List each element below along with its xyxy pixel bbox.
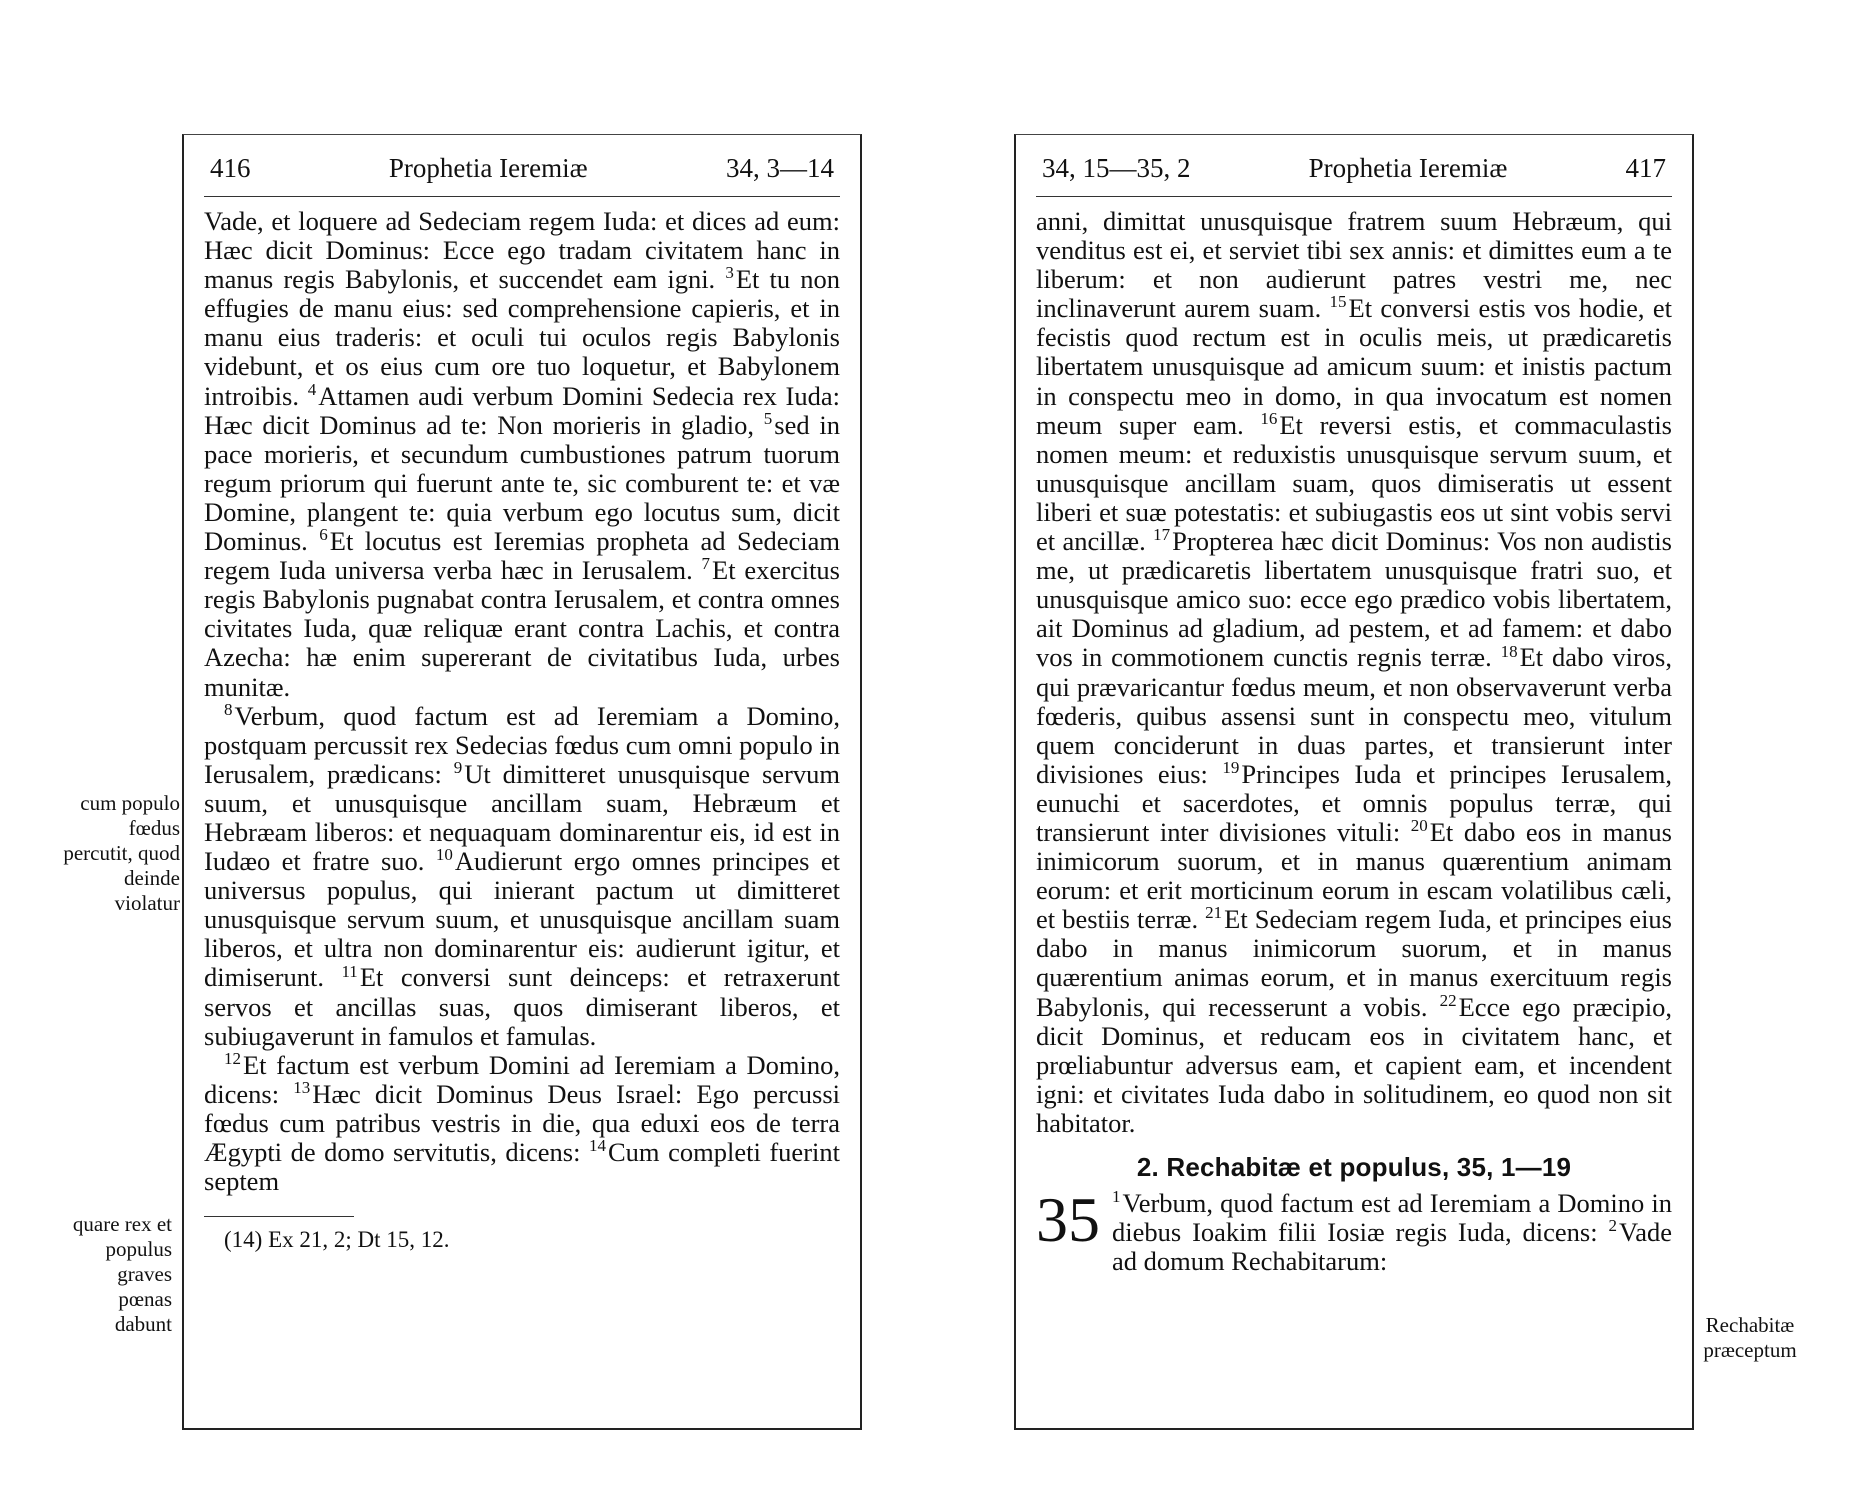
paragraph [204,1048,841,1197]
verse-text: Et conversi estis vos hodie, et fecistis quod rectum est in oculis meis, ut prædicaretis libertatem unusquisque ad amicum suum: et inistis pactum in conspectu meo in domo, in qua invocatum est nomen meum super eam. [1036,293,1673,440]
page-number-right: 417 [1625,153,1666,183]
verse-text: Et Sedeciam regem Iuda, et principes eius dabo in manus inimicorum suorum, et in manus quærentium animas eorum, et in manus exercituum regis Babylonis, qui recesserunt a vobis. [1036,904,1672,1022]
chapter-reference-left: 34, 3—14 [725,153,834,183]
verse-number: 21 [1205,903,1223,923]
verse-text: Propterea hæc dicit Dominus: Vos non audistis me, ut prædicaretis libertatem unusquisque fratri suo, et unusquisque amico suo: ecce ego prædico vobis libertatem, ait Dominus ad gladium, ad pestem, et ad famem: et dabo vos in commotionem cunctis regnis terræ. [1036,526,1672,673]
verse-number: 14 [589,1136,606,1156]
right-page [1014,134,1694,1430]
footnote: (14) Ex 21, 2; Dt 15, 12. [224,1227,450,1253]
chapter-35-text [1112,1188,1672,1276]
paragraph [1036,207,1672,1138]
verse-text: Et locutus est Ieremias propheta ad Sedeciam regem Iuda universa verba hæc in Ierusalem. [204,526,840,586]
verse-number: 13 [293,1077,311,1097]
running-head-left [204,153,840,197]
verse-number: 4 [307,379,317,399]
verse-text: Hæc dicit Dominus Deus Israel: Ego percussi fœdus cum patribus vestris in die, qua eduxi eos de terra Ægypti de domo servitutis, dicens: [204,1078,841,1167]
section-title: 2. Rechabitæ et populus, 35, 1—19 [1136,1152,1572,1182]
verse-text: Et exercitus regis Babylonis pugnabat contra Ierusalem, et contra omnes civitates Iuda, quæ reliquæ erant contra Lachis, et contra Azecha: hæ enim supererant de civitatibus Iuda, urbes munitæ. [204,555,840,702]
verse-text: Cum completi fuerint septem [204,1137,840,1197]
running-title-left: Prophetia Ieremiæ [388,153,588,183]
running-title-right: Prophetia Ieremiæ [1308,153,1508,183]
footnote-divider [204,1216,354,1217]
verse-number: 12 [224,1048,241,1068]
verse-number: 8 [224,699,233,719]
verse-text: anni, dimittat unusquisque fratrem suum Hebræum, qui venditus est ei, et serviet tibi sex annis: et dimittes eum a te liberum: et non audierunt patres vestri me, nec inclinaverunt aurem suam. [1036,206,1672,324]
verse-text: Et dabo viros, qui prævaricantur fœdus meum, et non observaverunt verba fœderis, quibus assensi sunt in conspectu meo, vitulum quem conciderunt in duas partes, et transierunt inter divisiones eius: [1036,642,1672,789]
verse-text: Et tu non effugies de manu eius: sed comprehensione capieris, et in manu eius traderis: et oculi tui oculos regis Babylonis videbunt, et os eius cum ore tuo loquetur, et Babylonem introibis. [204,264,840,411]
verse-text: Et reversi estis, et commaculastis nomen meum: et reduxistis unusquisque servum suum, et unusquisque ancillam suam, quos dimiseratis ut essent liberi et suæ potestatis: et subiugastis eos ut sint vobis servi et ancillæ. [1036,409,1672,557]
verse-text: Vade, et loquere ad Sedeciam regem Iuda: et dices ad eum: Hæc dicit Dominus: Ecce ego tradam civitatem hanc in manus regis Babylonis, et succendet eam igni. [204,206,840,295]
verse-number: 17 [1153,525,1171,545]
running-head-right [1036,153,1672,197]
paragraph [204,699,840,1051]
verse-number: 16 [1260,408,1278,428]
verse-text: sed in pace morieris, et secundum cumbustiones patrum tuorum regum priorum qui fuerunt ante te, sic comburent te: et væ Domine, plangent te: quia verbum ego locutus sum, dicit Dominus. [204,409,840,557]
verse-text: Et conversi sunt deinceps: et retraxerunt servos et ancillas suas, quos dimiserant liberos, et subiugaverunt in famulos et famulas. [204,962,840,1051]
verse-number: 1 [1112,1187,1121,1207]
verse-number: 9 [453,757,463,777]
verse-number: 2 [1608,1216,1618,1236]
chapter-number: 35 [1036,1184,1100,1255]
verse-text: Verbum, quod factum est ad Ieremiam a Domino, postquam percussit rex Sedecias fœdus cum omni populo in Ierusalem, prædicans: [204,700,840,789]
margin-note-covenant: cum populo fœdus percutit, quod deinde violatur [63,791,180,915]
verse-number: 19 [1222,757,1240,777]
verse-text: Principes Iuda et principes Ierusalem, eunuchi et sacerdotes, et omnis populus terræ, qui transierunt inter divisiones vituli: [1036,758,1672,847]
verse-number: 11 [341,961,358,981]
verse-number: 20 [1410,816,1428,836]
paragraph [204,207,840,702]
verse-text: Vade ad domum Rechabitarum: [1112,1217,1672,1277]
verse-number: 3 [725,263,734,283]
right-page-text [1036,207,1672,1138]
chapter-35-block [1036,1184,1672,1277]
verse-text: Et factum est verbum Domini ad Ieremiam a Domino, dicens: [204,1049,840,1109]
chapter-reference-right: 34, 15—35, 2 [1042,153,1191,183]
verse-number: 18 [1500,641,1518,661]
verse-text: Ecce ego præcipio, dicit Dominus, et reducam eos in civitatem hanc, et prœliabuntur adversus eam, et capient eam, et incendent igni: et civitates Iuda dabo in solitudinem, eo quod non sit habitator. [1036,991,1672,1138]
margin-note-punishment: quare rex et populus graves pœnas dabunt [72,1212,172,1336]
verse-text: Et dabo eos in manus inimicorum suorum, et in manus quærentium animam eorum: et erit morticinum eorum in escam volatilibus cæli, et bestiis terræ. [1036,816,1672,935]
left-page-text [204,207,840,1196]
verse-number: 15 [1329,292,1347,312]
page-number-left: 416 [210,153,251,183]
left-page [182,134,862,1430]
margin-note-rechabites: Rechabitæ præceptum [1703,1313,1797,1362]
verse-number: 6 [319,525,328,545]
verse-text: Ut dimitteret unusquisque servum suum, et unusquisque ancillam suam, Hebræum et Hebræam liberos: et nequaquam dominarentur eis, id est in Iudæo et fratre suo. [204,758,840,877]
verse-text: Verbum, quod factum est ad Ieremiam a Domino in diebus Ioakim filii Iosiæ regis Iuda, dicens: [1112,1188,1672,1248]
verse-number: 22 [1439,990,1457,1010]
verse-number: 10 [435,845,453,865]
verse-text: Attamen audi verbum Domini Sedecia rex Iuda: Hæc dicit Dominus ad te: Non morieris in gladio, [204,380,840,440]
verse-number: 5 [763,408,773,428]
verse-number: 7 [701,554,711,574]
verse-text: Audierunt ergo omnes principes et universus populus, qui inierant pactum ut dimitteret unusquisque servum suum, et unusquisque ancillam suam liberos, et ultra non dominarentur eis: audierunt igitur, et dimiserunt. [204,846,840,993]
